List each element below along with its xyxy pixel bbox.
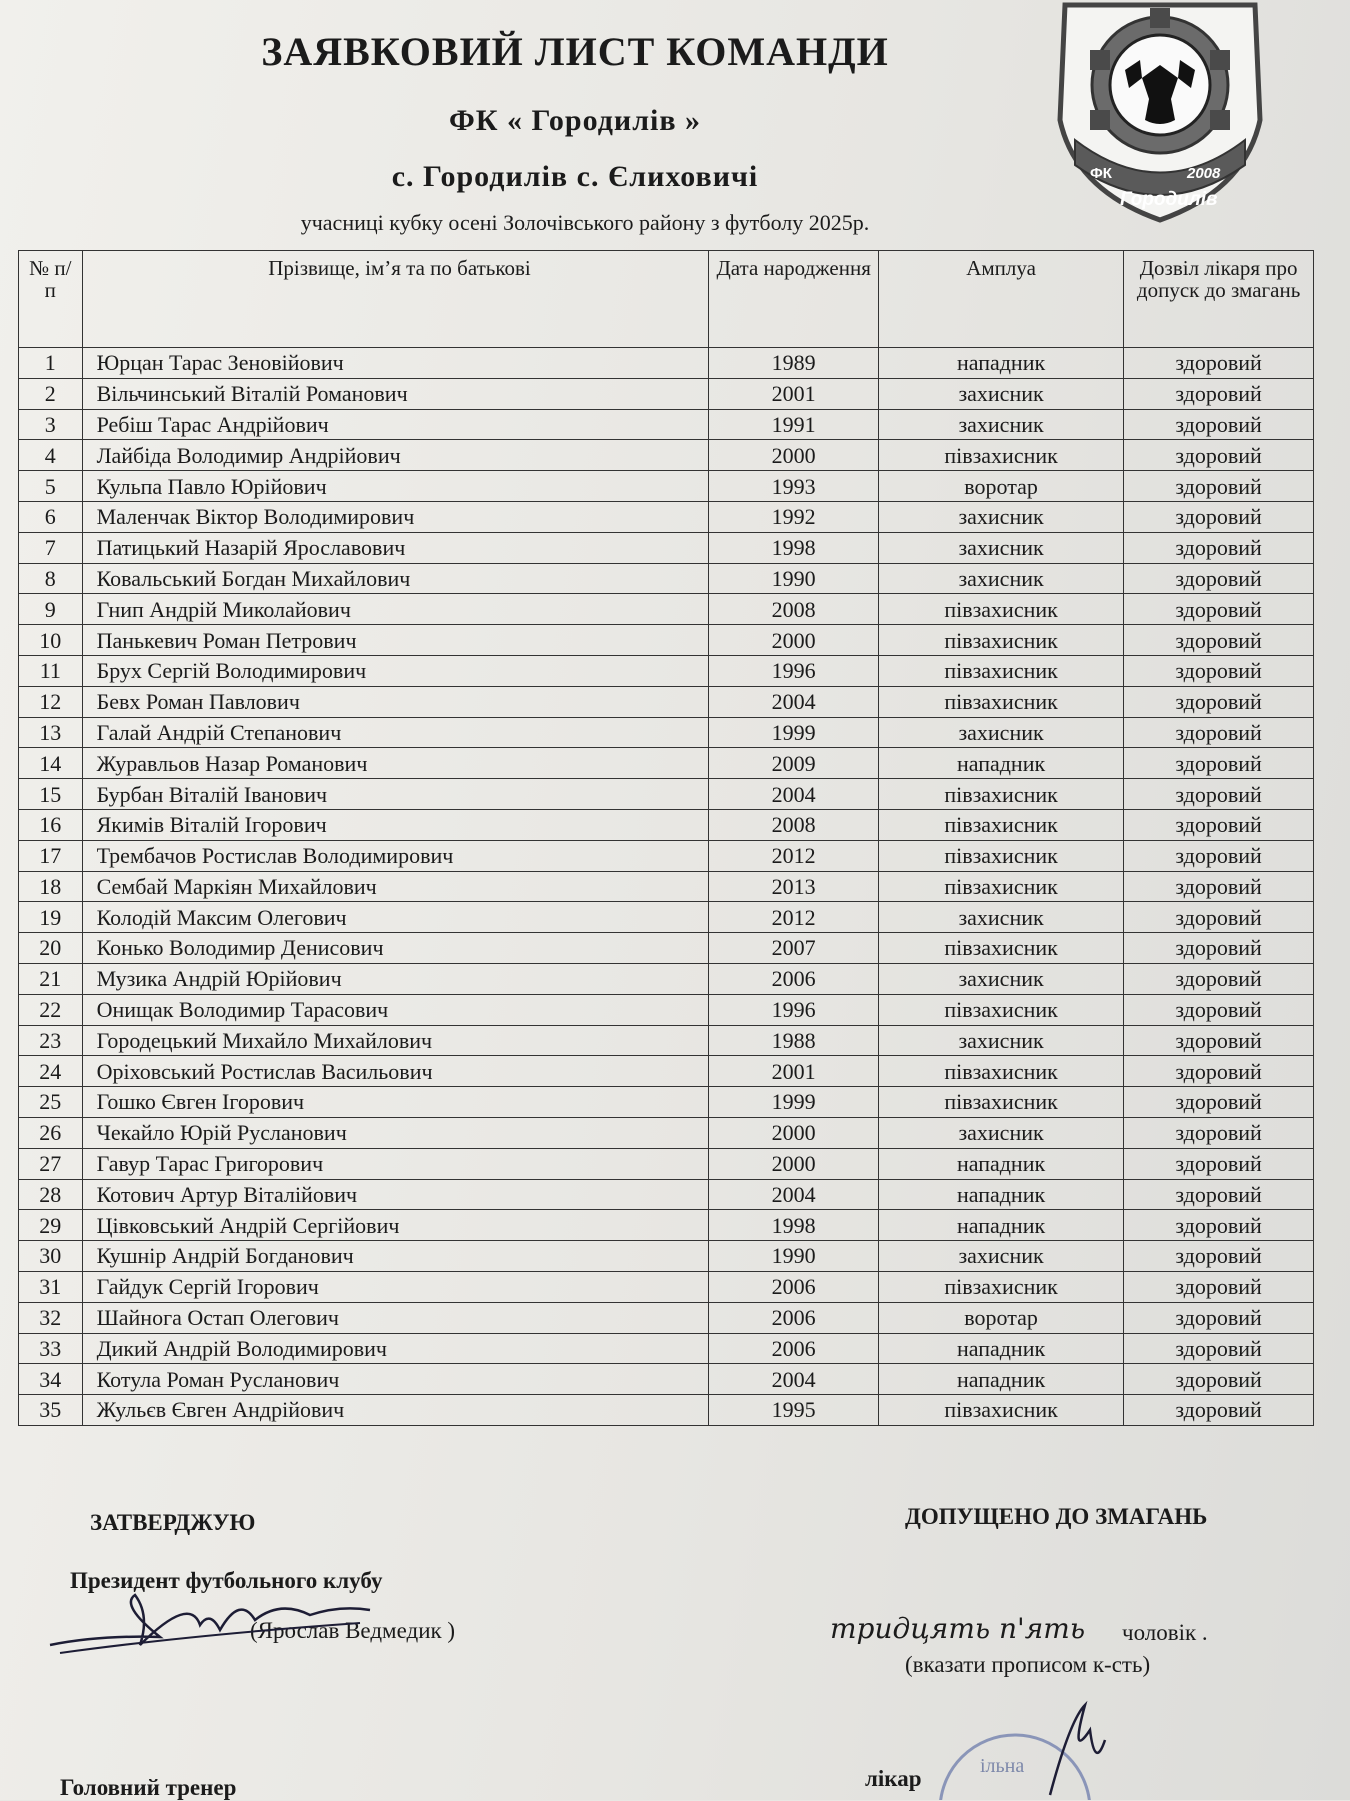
- table-row: [19, 840, 1314, 871]
- cell-medical: здоровий: [1124, 963, 1314, 994]
- cell-role: захисник: [878, 902, 1123, 933]
- cell-no: 19: [19, 902, 83, 933]
- cell-name: Бурбан Віталій Іванович: [82, 779, 709, 810]
- cell-birth-year: 2000: [709, 625, 879, 656]
- table-row: [19, 871, 1314, 902]
- cell-name: Ребіш Тарас Андрійович: [82, 409, 709, 440]
- cell-no: 4: [19, 440, 83, 471]
- cell-no: 20: [19, 933, 83, 964]
- table-row: [19, 625, 1314, 656]
- cell-name: Журавльов Назар Романович: [82, 748, 709, 779]
- table-row: [19, 532, 1314, 563]
- cell-name: Гайдук Сергій Ігорович: [82, 1271, 709, 1302]
- count-hint: (вказати прописом к-сть): [905, 1652, 1151, 1677]
- cell-medical: здоровий: [1124, 1025, 1314, 1056]
- cell-birth-year: 2013: [709, 871, 879, 902]
- roster-table: [18, 250, 1314, 1426]
- header-birth: Дата народження: [709, 251, 879, 348]
- document-title: ЗАЯВКОВИЙ ЛИСТ КОМАНДИ: [261, 29, 889, 74]
- table-row: [19, 994, 1314, 1025]
- table-row: [19, 1056, 1314, 1087]
- cell-medical: здоровий: [1124, 1302, 1314, 1333]
- villages: с. Городилів с. Єлиховичі: [391, 160, 759, 193]
- table-row: [19, 501, 1314, 532]
- cell-no: 2: [19, 378, 83, 409]
- table-row: [19, 1148, 1314, 1179]
- cell-role: півзахисник: [878, 440, 1123, 471]
- logo-abbr: ФК: [1090, 165, 1112, 182]
- cell-name: Кульпа Павло Юрійович: [82, 471, 709, 502]
- cell-name: Жульєв Євген Андрійович: [82, 1395, 709, 1426]
- logo-name: Городилів: [1120, 189, 1218, 210]
- cell-role: захисник: [878, 501, 1123, 532]
- cell-role: півзахисник: [878, 625, 1123, 656]
- cell-name: Колодій Максим Олегович: [82, 902, 709, 933]
- cell-role: нападник: [878, 1179, 1123, 1210]
- roster-body: [19, 348, 1314, 1426]
- cell-no: 3: [19, 409, 83, 440]
- table-row: [19, 1117, 1314, 1148]
- cell-medical: здоровий: [1124, 594, 1314, 625]
- cell-medical: здоровий: [1124, 1179, 1314, 1210]
- cell-name: Конько Володимир Денисович: [82, 933, 709, 964]
- approve-label: ЗАТВЕРДЖУЮ: [90, 1510, 256, 1535]
- table-row: [19, 378, 1314, 409]
- cell-birth-year: 2006: [709, 1271, 879, 1302]
- cell-name: Патицький Назарій Ярославович: [82, 532, 709, 563]
- header-medical: Дозвіл лікаря про допуск до змагань: [1124, 251, 1314, 348]
- cell-no: 35: [19, 1395, 83, 1426]
- count-handwritten: тридцять п'ять: [830, 1612, 1086, 1645]
- table-row: [19, 1333, 1314, 1364]
- cell-name: Оріховський Ростислав Васильович: [82, 1056, 709, 1087]
- cell-birth-year: 2009: [709, 748, 879, 779]
- cell-name: Брух Сергій Володимирович: [82, 655, 709, 686]
- cell-role: воротар: [878, 1302, 1123, 1333]
- president-label: Президент футбольного клубу: [70, 1568, 383, 1593]
- cell-birth-year: 1991: [709, 409, 879, 440]
- cell-no: 6: [19, 501, 83, 532]
- cell-medical: здоровий: [1124, 378, 1314, 409]
- cell-birth-year: 2004: [709, 1364, 879, 1395]
- table-row: [19, 655, 1314, 686]
- cell-birth-year: 2001: [709, 378, 879, 409]
- cell-name: Панькевич Роман Петрович: [82, 625, 709, 656]
- president-name: (Ярослав Ведмедик ): [250, 1618, 456, 1643]
- cell-birth-year: 2000: [709, 1148, 879, 1179]
- cell-no: 34: [19, 1364, 83, 1395]
- header-name: Прізвище, ім’я та по батькові: [82, 251, 709, 348]
- cell-name: Цівковський Андрій Сергійович: [82, 1210, 709, 1241]
- cell-medical: здоровий: [1124, 748, 1314, 779]
- table-row: [19, 809, 1314, 840]
- cell-no: 23: [19, 1025, 83, 1056]
- cell-birth-year: 1989: [709, 348, 879, 379]
- cell-name: Шайнога Остап Олегович: [82, 1302, 709, 1333]
- cell-birth-year: 1993: [709, 471, 879, 502]
- cell-birth-year: 1990: [709, 1241, 879, 1272]
- cell-birth-year: 2007: [709, 933, 879, 964]
- cell-medical: здоровий: [1124, 1087, 1314, 1118]
- cell-name: Котула Роман Русланович: [82, 1364, 709, 1395]
- cell-name: Дикий Андрій Володимирович: [82, 1333, 709, 1364]
- table-row: [19, 440, 1314, 471]
- president-signature: [40, 1575, 380, 1665]
- cell-role: півзахисник: [878, 655, 1123, 686]
- table-row: [19, 1395, 1314, 1426]
- table-row: [19, 686, 1314, 717]
- cell-role: півзахисник: [878, 871, 1123, 902]
- table-row: [19, 1087, 1314, 1118]
- cell-medical: здоровий: [1124, 1333, 1314, 1364]
- cell-no: 5: [19, 471, 83, 502]
- cell-birth-year: 1988: [709, 1025, 879, 1056]
- cell-birth-year: 2004: [709, 779, 879, 810]
- coach-label: Головний тренер: [60, 1775, 237, 1800]
- cell-medical: здоровий: [1124, 779, 1314, 810]
- table-row: [19, 471, 1314, 502]
- cell-medical: здоровий: [1124, 625, 1314, 656]
- table-row: [19, 933, 1314, 964]
- table-row: [19, 902, 1314, 933]
- club-logo: [1045, 0, 1275, 225]
- stamp-text: ільна: [980, 1755, 1025, 1777]
- cell-no: 1: [19, 348, 83, 379]
- cell-no: 24: [19, 1056, 83, 1087]
- cell-no: 13: [19, 717, 83, 748]
- cell-role: нападник: [878, 1210, 1123, 1241]
- doctor-stamp: [920, 1700, 1120, 1800]
- cell-name: Музика Андрій Юрійович: [82, 963, 709, 994]
- cell-medical: здоровий: [1124, 1364, 1314, 1395]
- cell-no: 21: [19, 963, 83, 994]
- table-row: [19, 717, 1314, 748]
- cell-role: захисник: [878, 563, 1123, 594]
- cell-name: Вільчинський Віталій Романович: [82, 378, 709, 409]
- cell-no: 26: [19, 1117, 83, 1148]
- cell-birth-year: 2008: [709, 594, 879, 625]
- cell-no: 33: [19, 1333, 83, 1364]
- cell-no: 22: [19, 994, 83, 1025]
- cell-role: нападник: [878, 1333, 1123, 1364]
- cell-birth-year: 2000: [709, 1117, 879, 1148]
- cell-no: 32: [19, 1302, 83, 1333]
- cell-medical: здоровий: [1124, 409, 1314, 440]
- cell-no: 30: [19, 1241, 83, 1272]
- cell-name: Онищак Володимир Тарасович: [82, 994, 709, 1025]
- cell-name: Гошко Євген Ігорович: [82, 1087, 709, 1118]
- cell-medical: здоровий: [1124, 1117, 1314, 1148]
- cell-role: півзахисник: [878, 809, 1123, 840]
- cell-role: нападник: [878, 1148, 1123, 1179]
- cell-name: Сембай Маркіян Михайлович: [82, 871, 709, 902]
- cell-role: півзахисник: [878, 1271, 1123, 1302]
- cell-medical: здоровий: [1124, 933, 1314, 964]
- cell-birth-year: 2004: [709, 686, 879, 717]
- cell-name: Бевх Роман Павлович: [82, 686, 709, 717]
- table-row: [19, 1179, 1314, 1210]
- cell-medical: здоровий: [1124, 1395, 1314, 1426]
- cell-role: захисник: [878, 1241, 1123, 1272]
- header-no: № п/п: [19, 251, 83, 348]
- count-unit: чоловік .: [1122, 1620, 1208, 1645]
- cell-name: Якимів Віталій Ігорович: [82, 809, 709, 840]
- cell-birth-year: 2000: [709, 440, 879, 471]
- tournament-subtitle: учасниці кубку осені Золочівського району з футболу 2025р.: [300, 210, 870, 235]
- cell-medical: здоровий: [1124, 563, 1314, 594]
- table-row: [19, 748, 1314, 779]
- cell-medical: здоровий: [1124, 686, 1314, 717]
- cell-birth-year: 1999: [709, 717, 879, 748]
- cell-name: Чекайло Юрій Русланович: [82, 1117, 709, 1148]
- cell-birth-year: 2012: [709, 840, 879, 871]
- cell-name: Лайбіда Володимир Андрійович: [82, 440, 709, 471]
- cell-no: 9: [19, 594, 83, 625]
- cell-birth-year: 1996: [709, 655, 879, 686]
- cell-medical: здоровий: [1124, 1271, 1314, 1302]
- cell-name: Гавур Тарас Григорович: [82, 1148, 709, 1179]
- club-name: ФК « Городилів »: [448, 104, 702, 137]
- cell-medical: здоровий: [1124, 471, 1314, 502]
- cell-name: Гнип Андрій Миколайович: [82, 594, 709, 625]
- cell-no: 12: [19, 686, 83, 717]
- cell-birth-year: 1998: [709, 532, 879, 563]
- cell-role: нападник: [878, 748, 1123, 779]
- cell-name: Маленчак Віктор Володимирович: [82, 501, 709, 532]
- admitted-label: ДОПУЩЕНО ДО ЗМАГАНЬ: [905, 1504, 1208, 1529]
- cell-role: півзахисник: [878, 686, 1123, 717]
- cell-birth-year: 1999: [709, 1087, 879, 1118]
- cell-no: 16: [19, 809, 83, 840]
- table-row: [19, 1210, 1314, 1241]
- cell-name: Галай Андрій Степанович: [82, 717, 709, 748]
- cell-birth-year: 1995: [709, 1395, 879, 1426]
- table-row: [19, 1271, 1314, 1302]
- cell-role: захисник: [878, 378, 1123, 409]
- table-row: [19, 779, 1314, 810]
- table-row: [19, 348, 1314, 379]
- cell-medical: здоровий: [1124, 871, 1314, 902]
- cell-birth-year: 1990: [709, 563, 879, 594]
- table-row: [19, 1241, 1314, 1272]
- cell-no: 18: [19, 871, 83, 902]
- cell-birth-year: 2008: [709, 809, 879, 840]
- cell-medical: здоровий: [1124, 1210, 1314, 1241]
- cell-no: 8: [19, 563, 83, 594]
- cell-name: Ковальський Богдан Михайлович: [82, 563, 709, 594]
- cell-role: нападник: [878, 1364, 1123, 1395]
- cell-role: захисник: [878, 532, 1123, 563]
- cell-no: 14: [19, 748, 83, 779]
- cell-role: захисник: [878, 963, 1123, 994]
- cell-birth-year: 1996: [709, 994, 879, 1025]
- table-row: [19, 1302, 1314, 1333]
- cell-no: 10: [19, 625, 83, 656]
- cell-name: Трембачов Ростислав Володимирович: [82, 840, 709, 871]
- cell-medical: здоровий: [1124, 717, 1314, 748]
- cell-birth-year: 1992: [709, 501, 879, 532]
- table-header-row: [19, 251, 1314, 348]
- cell-role: півзахисник: [878, 840, 1123, 871]
- cell-name: Кушнір Андрій Богданович: [82, 1241, 709, 1272]
- cell-medical: здоровий: [1124, 1056, 1314, 1087]
- cell-medical: здоровий: [1124, 902, 1314, 933]
- cell-medical: здоровий: [1124, 809, 1314, 840]
- cell-role: півзахисник: [878, 1056, 1123, 1087]
- cell-birth-year: 2006: [709, 1333, 879, 1364]
- cell-medical: здоровий: [1124, 994, 1314, 1025]
- table-row: [19, 409, 1314, 440]
- cell-role: півзахисник: [878, 933, 1123, 964]
- cell-medical: здоровий: [1124, 1241, 1314, 1272]
- cell-medical: здоровий: [1124, 440, 1314, 471]
- cell-no: 31: [19, 1271, 83, 1302]
- logo-year: 2008: [1187, 165, 1221, 182]
- cell-birth-year: 2006: [709, 963, 879, 994]
- cell-role: півзахисник: [878, 994, 1123, 1025]
- cell-role: нападник: [878, 348, 1123, 379]
- cell-no: 28: [19, 1179, 83, 1210]
- cell-birth-year: 2004: [709, 1179, 879, 1210]
- cell-role: півзахисник: [878, 1395, 1123, 1426]
- cell-medical: здоровий: [1124, 655, 1314, 686]
- cell-role: воротар: [878, 471, 1123, 502]
- cell-medical: здоровий: [1124, 348, 1314, 379]
- cell-role: захисник: [878, 409, 1123, 440]
- cell-no: 15: [19, 779, 83, 810]
- cell-medical: здоровий: [1124, 501, 1314, 532]
- cell-medical: здоровий: [1124, 840, 1314, 871]
- cell-no: 17: [19, 840, 83, 871]
- cell-name: Юрцан Тарас Зеновійович: [82, 348, 709, 379]
- cell-medical: здоровий: [1124, 532, 1314, 563]
- cell-no: 29: [19, 1210, 83, 1241]
- table-row: [19, 1025, 1314, 1056]
- cell-no: 7: [19, 532, 83, 563]
- cell-birth-year: 1998: [709, 1210, 879, 1241]
- cell-birth-year: 2012: [709, 902, 879, 933]
- cell-role: захисник: [878, 1117, 1123, 1148]
- cell-role: захисник: [878, 1025, 1123, 1056]
- cell-no: 25: [19, 1087, 83, 1118]
- cell-birth-year: 2006: [709, 1302, 879, 1333]
- cell-no: 27: [19, 1148, 83, 1179]
- header-role: Амплуа: [878, 251, 1123, 348]
- cell-role: півзахисник: [878, 1087, 1123, 1118]
- table-row: [19, 963, 1314, 994]
- table-row: [19, 594, 1314, 625]
- table-row: [19, 563, 1314, 594]
- cell-name: Котович Артур Віталійович: [82, 1179, 709, 1210]
- doctor-label: лікар: [865, 1766, 922, 1791]
- cell-medical: здоровий: [1124, 1148, 1314, 1179]
- cell-no: 11: [19, 655, 83, 686]
- cell-role: захисник: [878, 717, 1123, 748]
- cell-name: Городецький Михайло Михайлович: [82, 1025, 709, 1056]
- cell-role: півзахисник: [878, 779, 1123, 810]
- cell-birth-year: 2001: [709, 1056, 879, 1087]
- table-row: [19, 1364, 1314, 1395]
- cell-role: півзахисник: [878, 594, 1123, 625]
